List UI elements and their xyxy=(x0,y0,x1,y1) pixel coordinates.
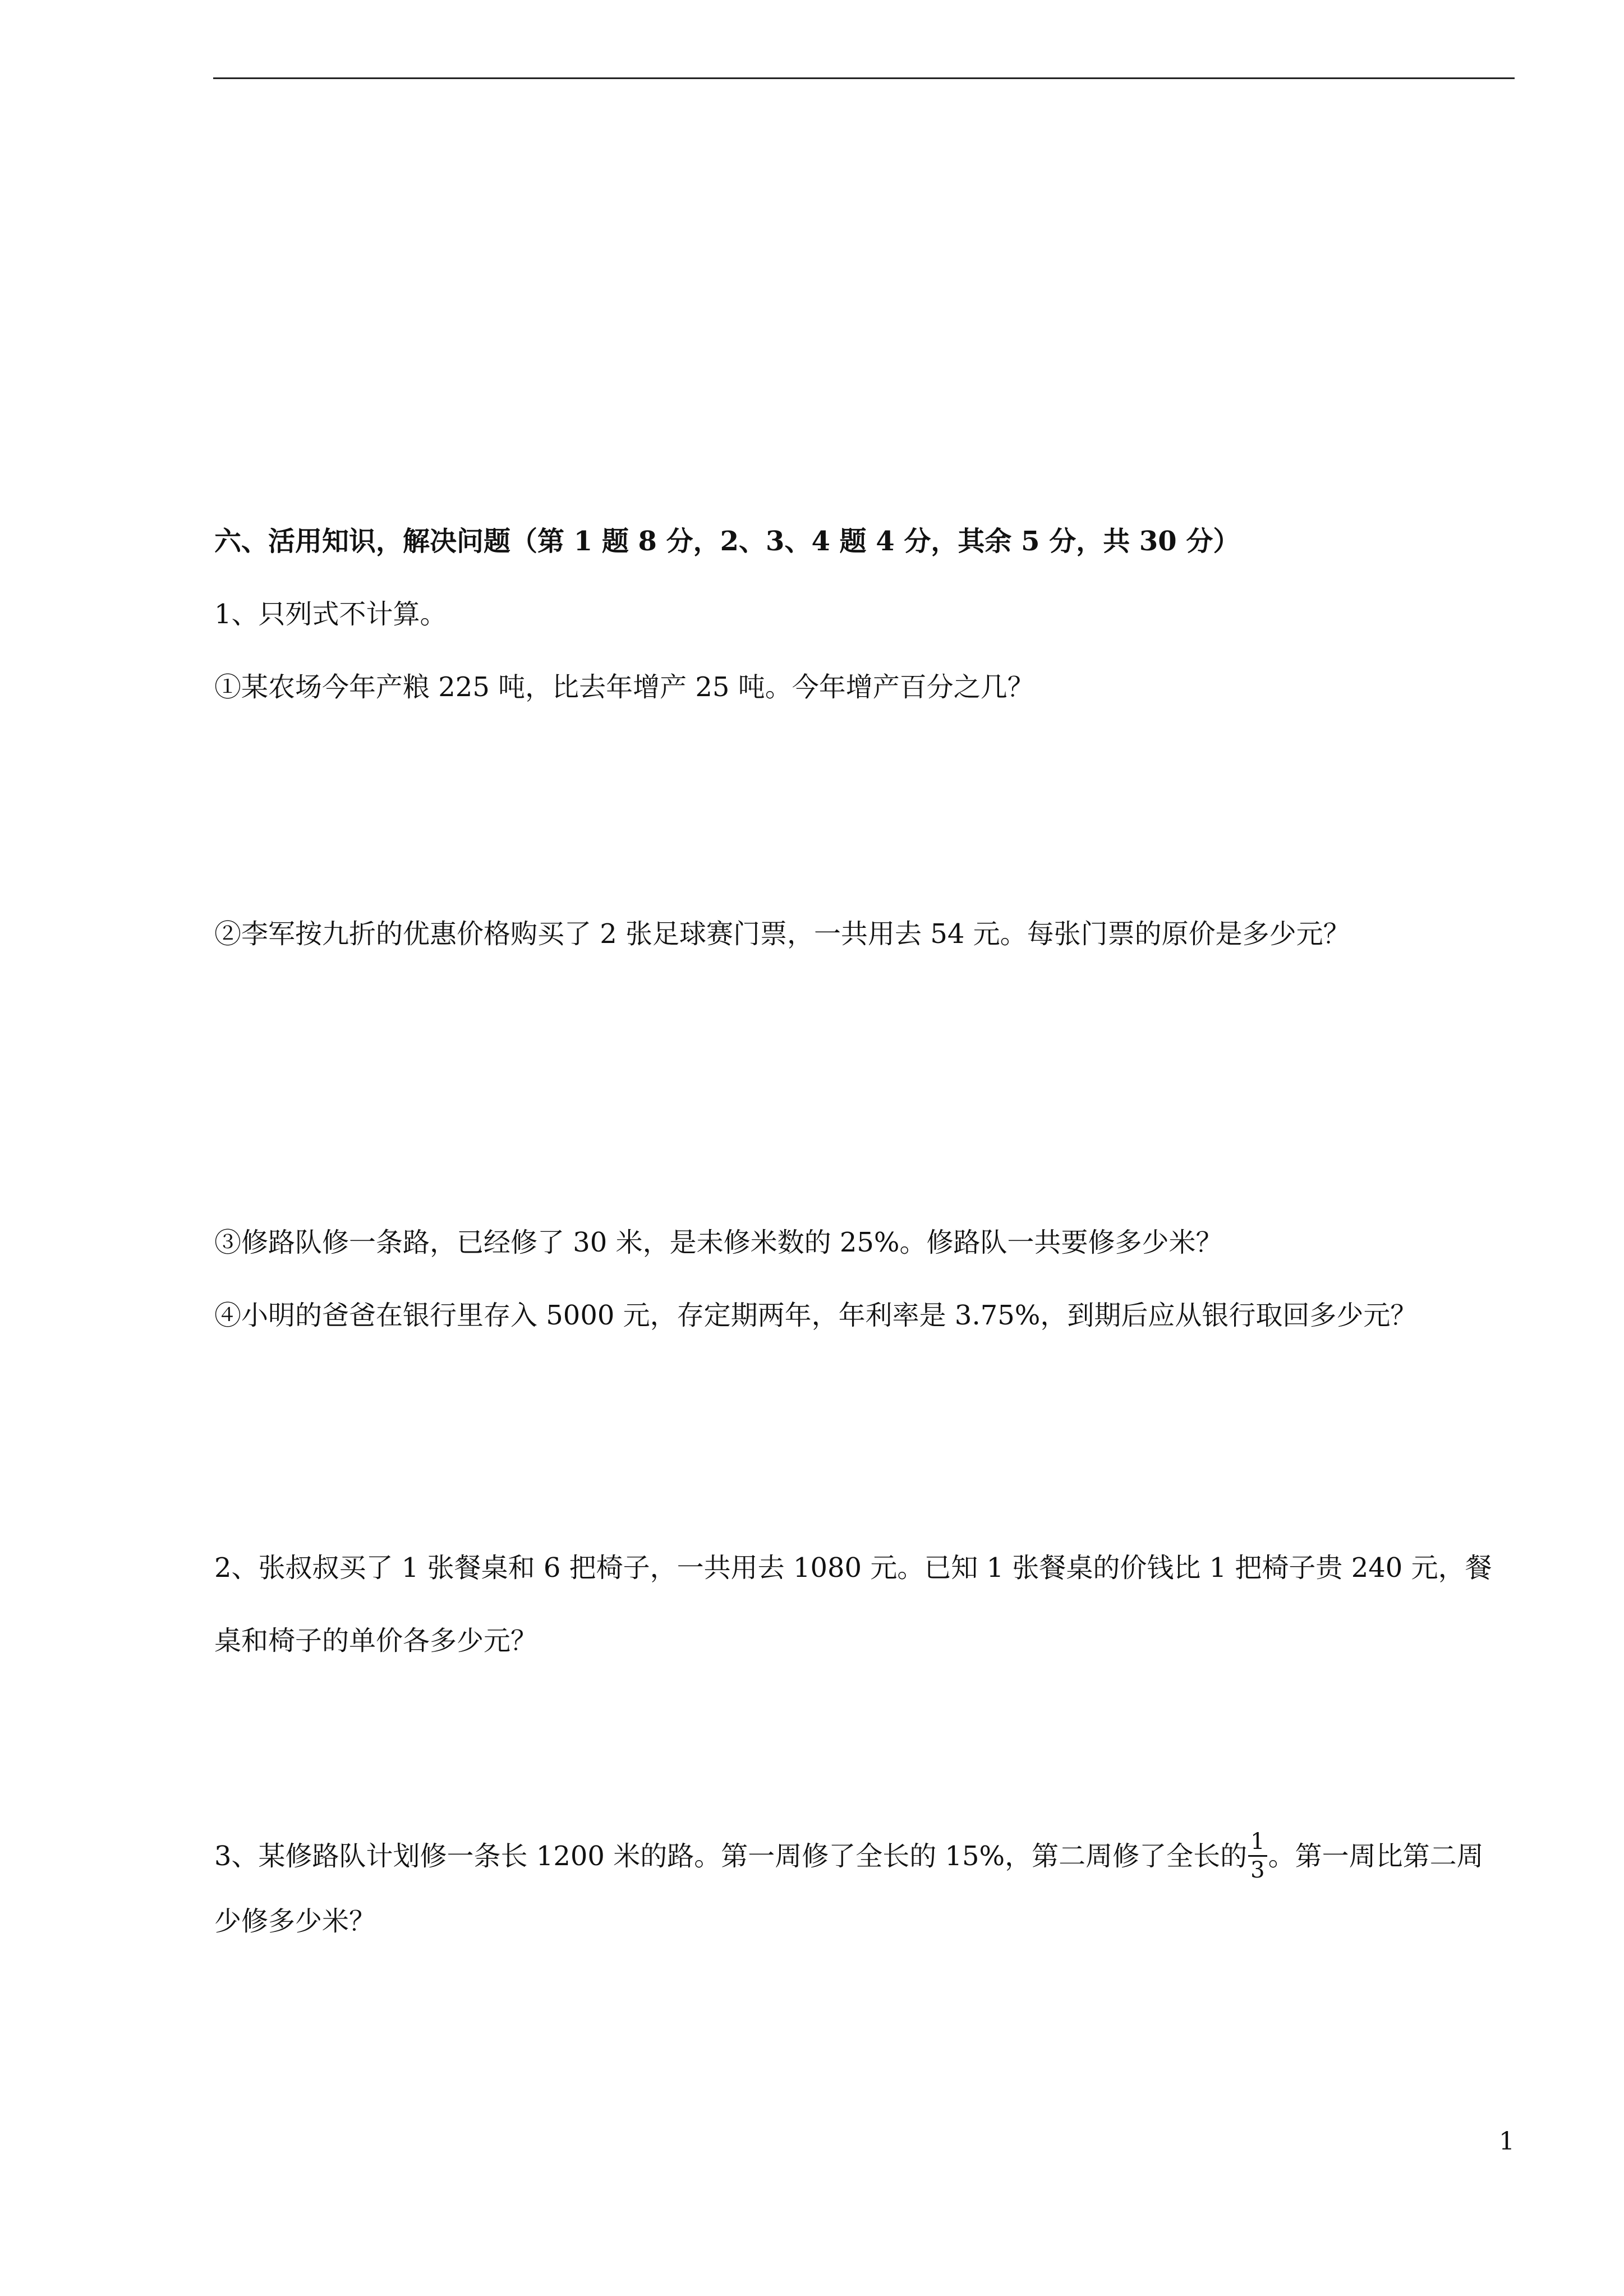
question-2-line-2: 桌和椅子的单价各多少元？ xyxy=(214,1625,538,1657)
question-1-item-1: ①某农场今年产粮 225 吨，比去年增产 25 吨。今年增产百分之几？ xyxy=(214,671,1034,703)
question-1-item-4: ④小明的爸爸在银行里存入 5000 元，存定期两年，年利率是 3.75%，到期后应从银行取回多少元？ xyxy=(214,1300,1418,1331)
question-3-line-1 xyxy=(214,1830,1484,1886)
question-3-text-after: 。第一周比第二周 xyxy=(1268,1841,1484,1872)
page-number: 1 xyxy=(1499,2127,1515,2156)
question-1-item-3: ③修路队修一条路，已经修了 30 米，是未修米数的 25%。修路队一共要修多少米？ xyxy=(214,1227,1223,1258)
question-3-text-before: 3、某修路队计划修一条长 1200 米的路。第一周修了全长的 15%，第二周修了全长的 xyxy=(214,1841,1248,1872)
question-1-heading: 1、只列式不计算。 xyxy=(214,599,447,630)
one-third-fraction xyxy=(1248,1828,1267,1884)
question-3-line-2: 少修多少米？ xyxy=(214,1906,376,1937)
question-2-line-1: 2、张叔叔买了 1 张餐桌和 6 把椅子，一共用去 1080 元。已知 1 张餐桌的价钱比 1 把椅子贵 240 元，餐 xyxy=(214,1552,1492,1584)
question-1-item-2: ②李军按九折的优惠价格购买了 2 张足球赛门票，一共用去 54 元。每张门票的原价是多少元？ xyxy=(214,918,1350,950)
fraction-numerator: 1 xyxy=(1248,1828,1267,1857)
fraction-denominator: 3 xyxy=(1250,1857,1265,1883)
section-title: 六、活用知识，解决问题（第 1 题 8 分，2、3、4 题 4 分，其余 5 分，共 30 分） xyxy=(214,526,1240,557)
header-rule xyxy=(213,77,1515,79)
